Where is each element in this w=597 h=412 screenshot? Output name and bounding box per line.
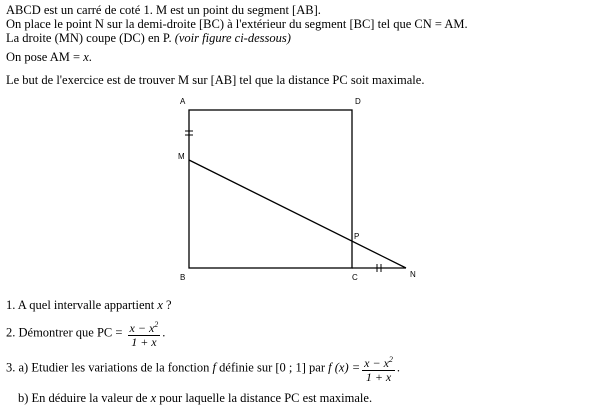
intro-line-5: Le but de l'exercice est de trouver M sur [AB] tel que la distance PC soit maximale.: [6, 73, 425, 87]
q3b-text: b) En déduire la valeur de: [18, 391, 151, 405]
q1-post: ?: [162, 298, 172, 312]
question-3a: [6, 353, 400, 384]
q3-mid: définie sur [0 ; 1] par: [216, 360, 329, 375]
line-mn: [189, 160, 406, 268]
q3-text: 3. a) Etudier les variations de la fonction: [6, 360, 213, 375]
q3-f: f: [212, 360, 217, 375]
q3-fraction: [362, 353, 395, 384]
q1-var: x: [157, 298, 163, 312]
q2-denominator: 1 + x: [131, 335, 157, 349]
q3b-post: pour laquelle la distance PC est maximale.: [156, 391, 373, 405]
q2-num-exp: 2: [154, 320, 159, 329]
intro-line-3-main: La droite (MN) coupe (DC) en P.: [6, 31, 172, 45]
q3-num-base: x − x: [364, 356, 389, 370]
square-abcd: [189, 110, 352, 268]
intro-line-3-italic: (voir figure ci-dessous): [174, 31, 291, 45]
label-n: N: [410, 270, 416, 279]
label-c: C: [352, 273, 358, 282]
intro-line-4-post: .: [88, 50, 92, 64]
label-d: D: [355, 97, 361, 106]
label-m: M: [178, 152, 185, 161]
intro-line-1: ABCD est un carré de coté 1. M est un point du segment [AB].: [6, 3, 321, 17]
q2-numerator: [128, 318, 161, 336]
q2-text: 2. Démontrer que PC =: [6, 325, 126, 340]
label-a: A: [180, 97, 186, 106]
q3-numerator: [362, 353, 395, 371]
q3-fx: f (x) =: [328, 360, 361, 375]
label-p: P: [354, 232, 360, 241]
q2-post: .: [162, 325, 166, 340]
intro-line-4-pre: On pose AM =: [6, 50, 84, 64]
q1-text: 1. A quel intervalle appartient: [6, 298, 158, 312]
q2-num-base: x − x: [129, 321, 155, 335]
q3-post: .: [396, 360, 401, 375]
label-b: B: [180, 273, 186, 282]
intro-line-4-var: x: [83, 50, 89, 64]
question-2: [6, 318, 165, 349]
q3-denominator: 1 + x: [365, 370, 392, 384]
question-3b: [18, 391, 372, 406]
question-1: [6, 298, 172, 313]
intro-line-2: On place le point N sur la demi-droite [BC) à l'extérieur du segment [BC] tel que CN = AM.: [6, 17, 468, 31]
q2-fraction: [128, 318, 161, 349]
q3-num-exp: 2: [388, 355, 393, 364]
q3b-var: x: [150, 391, 157, 405]
